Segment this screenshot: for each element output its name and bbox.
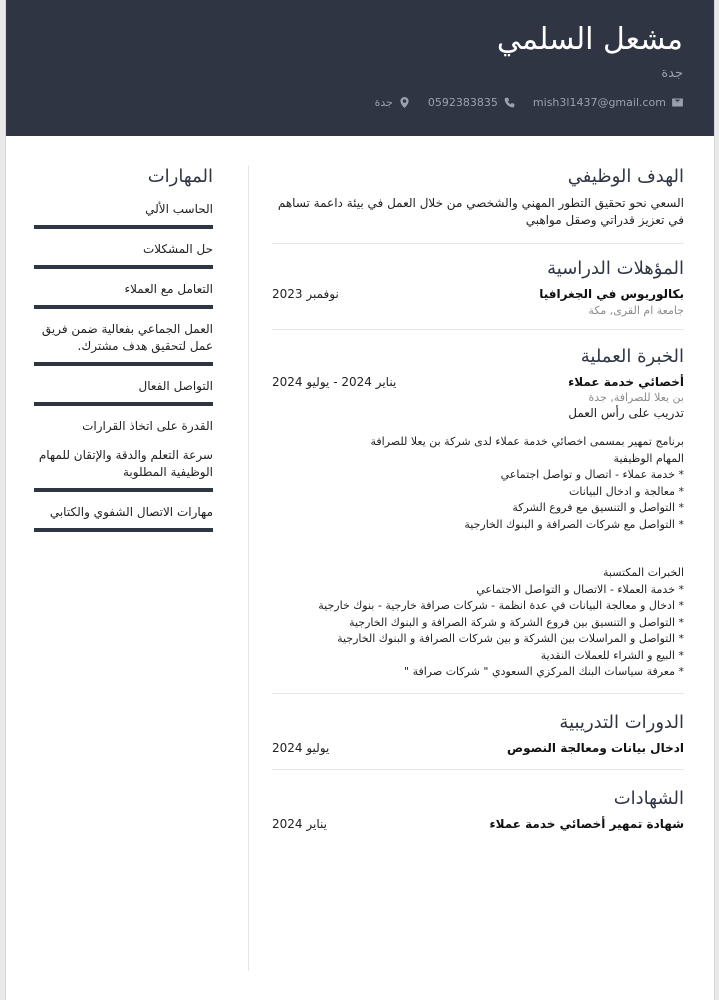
skill-item [34, 378, 213, 406]
gained-experience: الخبرات المكتسبة * خدمة العملاء - الاتصال و التواصل الاجتماعي * ادخال و معالجة البيانات في عدة انظمة - شركات صرافة خارجية - بنوك خارجية * التواصل و التنسيق بين فروع الشركة و شركة الصرافة و البنوك الخارجية * التواصل و المراسلات بين الشركة و بين شركات الصرافة و البنوك الخارجية * البيع و الشراء للعملات النقدية * معرفة سياسات البنك المركزي السعودي " شركات صرافة " [318, 566, 684, 678]
skill-level-bar [34, 402, 213, 406]
course-name: ادخال بيانات ومعالجة النصوص [507, 740, 684, 755]
section-title: الخبرة العملية [580, 346, 684, 367]
section-title: الشهادات [613, 787, 684, 809]
envelope-icon [672, 97, 683, 108]
experience-row [272, 375, 684, 389]
email-contact[interactable] [533, 96, 683, 109]
email-text: mish3l1437@gmail.com [532, 96, 666, 109]
skill-item [34, 241, 213, 269]
skill-item [34, 201, 213, 229]
skill-label: القدرة على اتخاذ القرارات [82, 419, 213, 433]
skill-item [34, 321, 213, 366]
section-title: المؤهلات الدراسية [547, 258, 684, 279]
certificate-date: يناير 2024 [272, 816, 327, 831]
skill-label: حل المشكلات [142, 242, 213, 256]
skill-label: مهارات الاتصال الشفوي والكتابي [49, 505, 213, 519]
company-name: بن يعلا للصرافة, جدة [588, 391, 684, 404]
certificate-name: شهادة تمهير أخصائي خدمة عملاء [489, 816, 684, 831]
experience-date: يناير 2024 - يوليو 2024 [272, 375, 397, 389]
job-title: أخصائي خدمة عملاء [568, 375, 684, 389]
skill-level-bar [34, 528, 213, 532]
main-column [272, 160, 684, 831]
person-name: مشعل السلمي [496, 22, 683, 57]
section-title: الهدف الوظيفي [567, 166, 684, 187]
certificates-section [272, 770, 684, 831]
experience-section [272, 330, 684, 694]
skill-label: الحاسب الألي [145, 202, 213, 216]
skill-level-bar [34, 488, 213, 492]
skill-label: التعامل مع العملاء [124, 282, 213, 296]
phone-text: 0592383835 [427, 96, 498, 109]
job-type: تدريب على رأس العمل [568, 406, 684, 420]
skills-list [34, 201, 213, 532]
phone-icon [504, 97, 515, 108]
phone-contact[interactable] [428, 96, 515, 109]
contact-row [375, 96, 683, 109]
skills-column [34, 160, 213, 544]
column-divider [248, 166, 249, 971]
job-description: برنامج تمهير بمسمى اخصائي خدمة عملاء لدى شركة بن يعلا للصرافة المهام الوظيفية * خدمة عملاء - اتصال و تواصل اجتماعي * معالجة و ادخال البيانات * التواصل و التنسيق مع فروع الشركة * التواصل مع شركات الصرافة و البنوك الخارجية [370, 435, 684, 531]
education-row [272, 287, 684, 301]
course-row [272, 741, 684, 755]
skill-item [34, 447, 213, 492]
resume-header [6, 0, 714, 136]
section-title: الدورات التدريبية [559, 711, 684, 733]
map-pin-icon [399, 97, 410, 108]
location-text: جدة [374, 96, 393, 109]
person-city: جدة [661, 66, 683, 81]
location-contact [375, 96, 410, 109]
skill-level-bar [34, 305, 213, 309]
objective-text: السعي نحو تحقيق التطور المهني والشخصي من خلال العمل في بيئة داعمة تساهم في تعزيز قدراتي وصقل مواهبي [277, 196, 684, 227]
education-date: نوفمبر 2023 [272, 287, 339, 301]
skill-level-bar [34, 225, 213, 229]
skill-level-bar [34, 265, 213, 269]
skill-item [34, 281, 213, 309]
certificate-row [272, 817, 684, 831]
objective-section [272, 160, 684, 244]
education-section [272, 244, 684, 330]
skills-title: المهارات [147, 166, 213, 187]
skill-item [34, 504, 213, 532]
skill-label: العمل الجماعي بفعالية ضمن فريق عمل لتحقيق هدف مشترك. [41, 322, 213, 353]
school-name: جامعة ام القرى, مكة [588, 304, 684, 317]
skill-label: التواصل الفعال [138, 379, 213, 393]
skill-item [34, 418, 213, 435]
skill-label: سرعة التعلم والدقة والإتقان للمهام الوظيفية المطلوبة [38, 448, 213, 479]
course-date: يوليو 2024 [272, 740, 330, 755]
degree-name: بكالوريوس في الجغرافيا [539, 287, 684, 301]
courses-section [272, 694, 684, 770]
skill-level-bar [34, 362, 213, 366]
